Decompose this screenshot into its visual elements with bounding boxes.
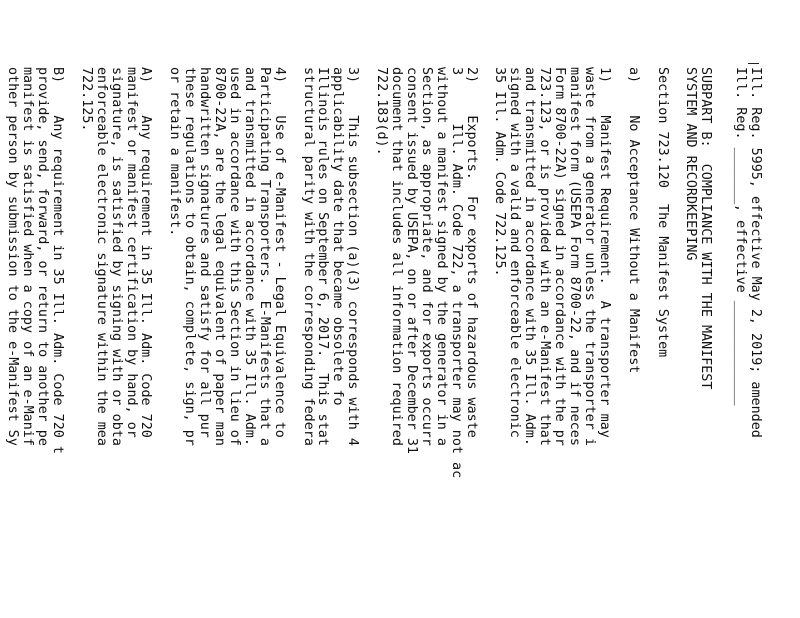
paragraph-A-line: enforceable electronic signature within the mea — [93, 67, 109, 446]
section-heading: Section 723.120 The Manifest System — [654, 67, 670, 358]
paragraph-A-line: A) Any requirement in 35 Ill. Adm. Code 720 — [138, 67, 154, 438]
paragraph-4-line: 8700-22A, are the legal equivalent of paper man — [211, 67, 227, 446]
paragraph-3-line: structural parity with the corresponding federa — [300, 67, 316, 446]
paragraph-1-line: 723.123, or is provided with an e-Manifest that — [536, 67, 552, 446]
paragraph-1-line: Form 8700-22A) signed in accordance with the pr — [551, 67, 567, 446]
paragraph-B-line: manifest is satisfied when a copy of an e-Manif — [20, 67, 36, 446]
rotated-text-region — [5, 67, 768, 607]
paragraph-2-line: 2) Exports. For exports of hazardous waste — [463, 67, 479, 438]
paragraph-1-line: and transmitted in accordance with 35 Ill. Adm. — [522, 67, 538, 446]
paragraph-2-line: consent issued by USEPA, on or after December 31 — [403, 67, 419, 454]
paragraph-2-line: Section, as appropriate, and for exports occurr — [418, 67, 434, 446]
page-mark — [748, 63, 759, 64]
paragraph-4-line: these regulations to obtain, complete, sign, pr — [182, 67, 198, 446]
paragraph-A-line: signature, is satisfied by signing with or obta — [108, 67, 124, 446]
paragraph-3-line: applicability date that became obsolete fo — [330, 67, 346, 406]
paragraph-4-line: Participating Transporters. E-Manifests that a — [256, 67, 272, 446]
paragraph-2-line: document that includes all information required — [388, 67, 404, 446]
paragraph-B-line: B) Any requirement in 35 Ill. Adm. Code 720 t — [49, 67, 65, 454]
paragraph-1-line: waste from a generator unless the transporter i — [581, 67, 597, 446]
paragraph-A-line: manifest or manifest certification by hand, or — [123, 67, 139, 438]
paragraph-B-line: provide, send, forward, or return to another pe — [34, 67, 50, 446]
paragraph-A-line: 722.125. — [78, 67, 94, 132]
paragraph-1-line: 35 Ill. Adm. Code 722.125. — [492, 67, 508, 277]
paragraph-3-line: 3) This subsection (a)(3) corresponds with 4 — [345, 67, 361, 446]
paragraph-4-line: used in accordance with this Section in lieu of — [226, 67, 242, 446]
subpart-heading-line: SYSTEM AND RECORDKEEPING — [683, 67, 699, 261]
paragraph-2-line: without a manifest signed by the generator in a — [433, 67, 449, 446]
paragraph-3-line: Illinois rules on September 6, 2017. This stat — [315, 67, 331, 446]
header-line: Ill. Reg. _______, effective _____________ — [733, 67, 749, 406]
paragraph-4-line: handwritten signatures and satisfy for all pur — [196, 67, 212, 438]
paragraph-1-line: 1) Manifest Requirement. A transporter may — [596, 67, 612, 438]
paragraph-4-line: 4) Use of e-Manifest - Legal Equivalence to — [271, 67, 287, 438]
paragraph-1-line: signed with a valid and enforceable electronic — [507, 67, 523, 438]
paragraph-4-line: or retain a manifest. — [167, 67, 183, 237]
paragraph-B-line: other person by submission to the e-Manifest Sy — [5, 67, 21, 446]
paragraph-1-line: manifest form (USEPA Form 8700-22, and if neces — [566, 67, 582, 446]
paragraph-2-line: 3 Ill. Adm. Code 722, a transporter may not ac — [448, 67, 464, 479]
header-line: Ill. Reg. 5995, effective May 2, 2019; amended — [747, 67, 763, 438]
subsection-heading: a) No Acceptance Without a Manifest — [625, 67, 641, 374]
subpart-heading-line: SUBPART B: COMPLIANCE WITH THE MANIFEST — [698, 67, 714, 390]
document-body — [5, 67, 768, 607]
paragraph-2-line: 722.183(d). — [373, 67, 389, 156]
paragraph-4-line: and transmitted in accordance with 35 Ill. Adm. — [241, 67, 257, 446]
